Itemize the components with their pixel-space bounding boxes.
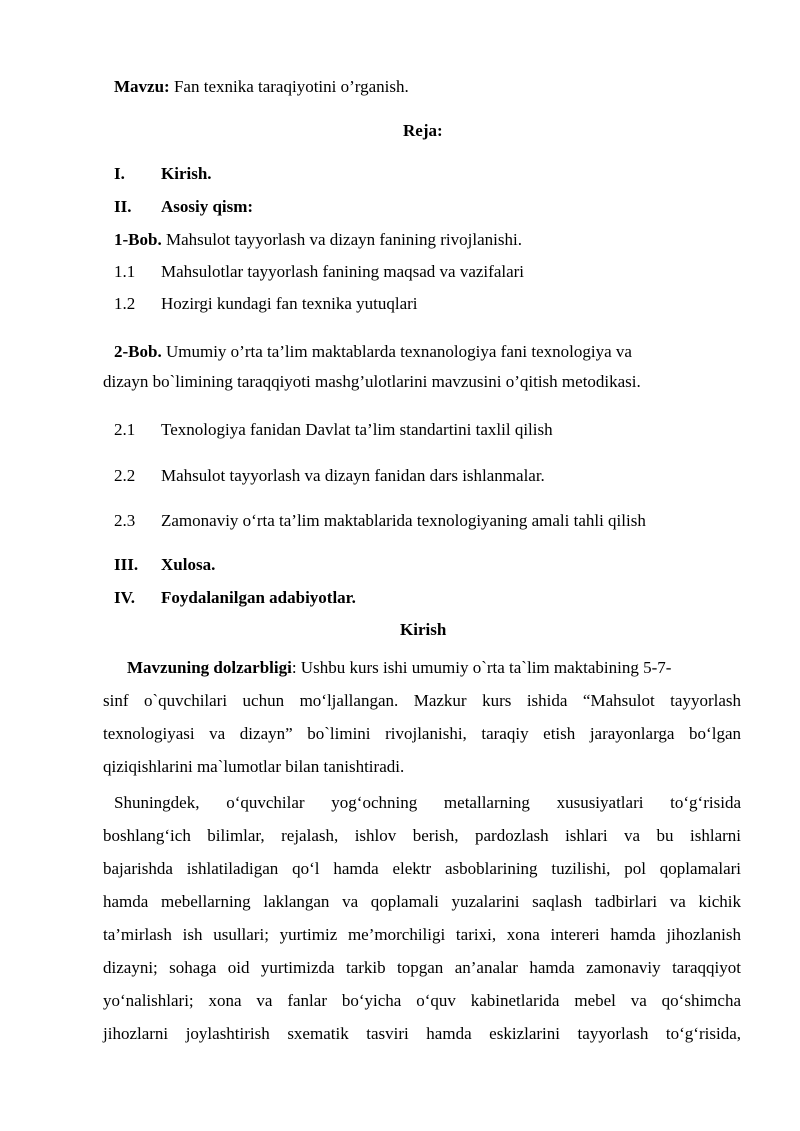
introduction-title: Kirish (400, 620, 447, 639)
chapter-2-heading (114, 341, 632, 363)
section-title: Texnologiya fanidan Davlat ta’lim standartini taxlil qilish (161, 420, 553, 439)
section-title: Mahsulotlar tayyorlash fanining maqsad va vazifalari (161, 262, 525, 281)
chapter-2-label: 2-Bob. (114, 342, 162, 361)
section-number: 2.1 (114, 420, 136, 439)
outline-item-number: I. (114, 164, 125, 183)
chapter-2-text: Umumiy o’rta ta’lim maktablarda texnanologiya fani texnologiya va (161, 342, 632, 361)
topic-text: Fan texnika taraqiyotini o’rganish. (169, 77, 409, 96)
paragraph-line: boshlang‘ich bilimlar, rejalash, ishlov berish, pardozlash ishlari va bu ishlarni (103, 826, 741, 845)
paragraph-line: hamda mebellarning laklangan va qoplamali yuzalarini saqlash tadbirlari va kichik (103, 892, 741, 911)
chapter-1-text: Mahsulot tayyorlash va dizayn fanining rivojlanishi. (161, 230, 522, 249)
paragraph-line: sinf o`quvchilari uchun mo‘ljallangan. Mazkur kurs ishida “Mahsulot tayyorlash (103, 691, 741, 710)
section-title: Zamonaviy o‘rta ta’lim maktablarida texnologiyaning amali tahli qilish (161, 511, 646, 530)
outline-item-text: Xulosa. (161, 555, 216, 574)
outline-item-number: III. (114, 555, 139, 574)
outline-item-text: Asosiy qism: (161, 197, 254, 216)
paragraph-line: bajarishda ishlatiladigan qo‘l hamda elektr asboblarining tuzilishi, pol qoplamalari (103, 859, 741, 878)
section-title: Mahsulot tayyorlash va dizayn fanidan dars ishlanmalar. (161, 466, 545, 485)
chapter-1-label: 1-Bob. (114, 230, 162, 249)
paragraph-line: yo‘nalishlari; xona va fanlar bo‘yicha o‘quv kabinetlarida mebel va qo‘shimcha (103, 991, 741, 1010)
paragraph-text: : Ushbu kurs ishi umumiy o`rta ta`lim maktabining 5-7- (291, 658, 672, 677)
topic-label: Mavzu: (114, 77, 170, 96)
topic-line (114, 76, 409, 98)
section-number: 1.2 (114, 294, 136, 313)
paragraph-line: qiziqishlarini ma`lumotlar bilan tanishtiradi. (103, 757, 405, 776)
outline-item-number: II. (114, 197, 132, 216)
paragraph-line: ta’mirlash ish usullari; yurtimiz me’morchiligi tarixi, xona intereri hamda jihozlanish (103, 925, 741, 944)
chapter-1-heading (114, 229, 522, 251)
relevance-label: Mavzuning dolzarbligi (127, 658, 292, 677)
outline-item-text: Kirish. (161, 164, 212, 183)
paragraph-line: jihozlarni joylashtirish sxematik tasviri hamda eskizlarini tayyorlash to‘g‘risida, (103, 1024, 741, 1043)
section-number: 2.3 (114, 511, 136, 530)
section-number: 2.2 (114, 466, 136, 485)
paragraph-line: dizayni; sohaga oid yurtimizda tarkib topgan an’analar hamda zamonaviy taraqqiyot (103, 958, 741, 977)
section-number: 1.1 (114, 262, 136, 281)
outline-item-text: Foydalanilgan adabiyotlar. (161, 588, 356, 607)
outline-title: Reja: (403, 121, 443, 140)
chapter-2-text-continued: dizayn bo`limining taraqqiyoti mashg’ulotlarini mavzusini o’qitish metodikasi. (103, 372, 641, 391)
paragraph-line: texnologiyasi va dizayn” bo`limini rivojlanishi, taraqiy etish jarayonlarga bo‘lgan (103, 724, 741, 743)
outline-item-number: IV. (114, 588, 135, 607)
paragraph-2-first-line: Shuningdek, o‘quvchilar yog‘ochning metallarning xususiyatlari to‘g‘risida (114, 793, 741, 812)
paragraph-1-first-line (127, 657, 671, 679)
section-title: Hozirgi kundagi fan texnika yutuqlari (161, 294, 418, 313)
